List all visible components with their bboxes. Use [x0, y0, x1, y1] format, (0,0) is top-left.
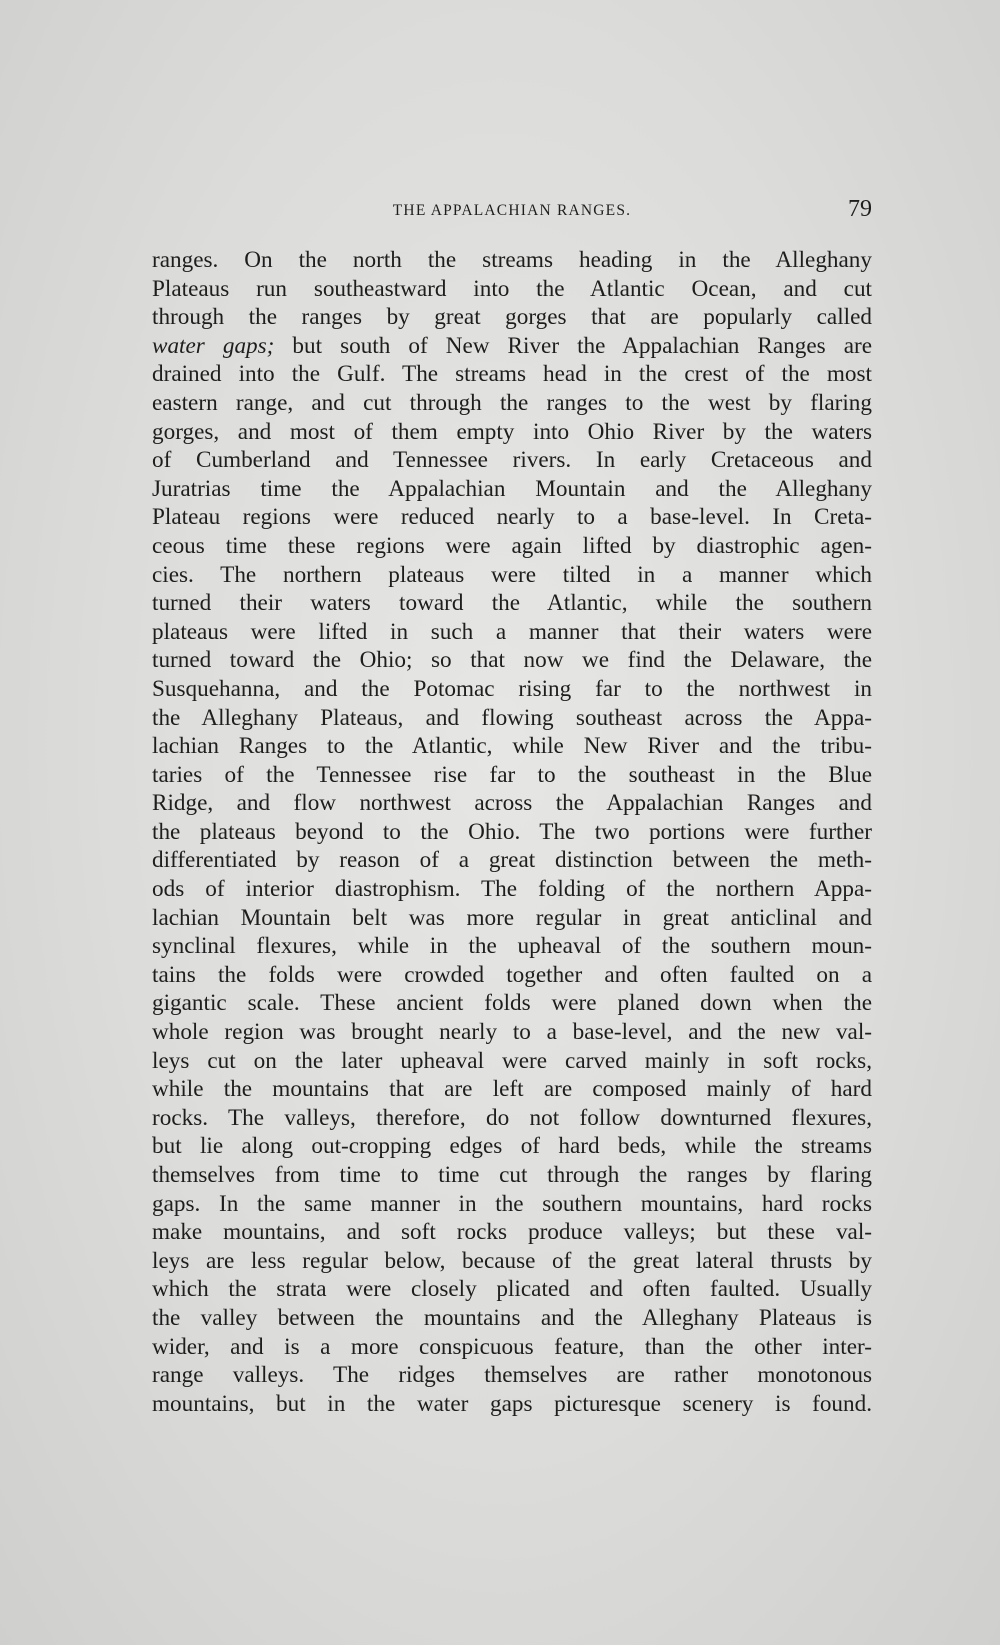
text-line: lachian Mountain belt was more regular in great anticlinal and: [152, 904, 872, 931]
text-line: ranges. On the north the streams heading in the Alleghany: [152, 247, 872, 273]
text-line: range valleys. The ridges themselves are rather monotonous: [152, 1362, 872, 1389]
text-line: ods of interior diastrophism. The folding of the northern Appa-: [152, 876, 872, 903]
body-text: [152, 246, 872, 1418]
text-line: gaps. In the same manner in the southern mountains, hard rocks: [152, 1190, 872, 1217]
text-line: drained into the Gulf. The streams head in the crest of the most: [152, 361, 872, 388]
text-line: the Alleghany Plateaus, and flowing southeast across the Appa-: [152, 704, 872, 731]
text-line: make mountains, and soft rocks produce valleys; but these val-: [152, 1219, 872, 1246]
text-line: Plateaus run southeastward into the Atlantic Ocean, and cut: [152, 275, 872, 302]
text-line: the plateaus beyond to the Ohio. The two portions were further: [152, 818, 872, 845]
text-line: whole region was brought nearly to a base-level, and the new val-: [152, 1019, 872, 1046]
page-number: 79: [848, 196, 872, 222]
text-line: leys cut on the later upheaval were carved mainly in soft rocks,: [152, 1047, 872, 1074]
text-line: taries of the Tennessee rise far to the southeast in the Blue: [152, 761, 872, 788]
text-line: through the ranges by great gorges that are popularly called: [152, 304, 872, 331]
text-line-last: mountains, but in the water gaps picturesque scenery is found.: [152, 1390, 872, 1417]
text-line: wider, and is a more conspicuous feature, than the other inter-: [152, 1333, 872, 1360]
text-line: themselves from time to time cut through the ranges by flaring: [152, 1162, 872, 1188]
text-line: of Cumberland and Tennessee rivers. In early Cretaceous and: [152, 447, 872, 474]
text-line: which the strata were closely plicated and often faulted. Usually: [152, 1276, 872, 1303]
text-line: but lie along out-cropping edges of hard beds, while the streams: [152, 1133, 872, 1160]
text-line: plateaus were lifted in such a manner that their waters were: [152, 618, 872, 645]
running-head: [152, 198, 872, 228]
text-line: gorges, and most of them empty into Ohio River by the waters: [152, 418, 872, 445]
text-line-with-italic: [152, 332, 872, 361]
text-line: lachian Ranges to the Atlantic, while New River and the tribu-: [152, 733, 872, 760]
text-line: Juratrias time the Appalachian Mountain and the Alleghany: [152, 475, 872, 502]
text-line: eastern range, and cut through the ranges to the west by flaring: [152, 389, 872, 416]
italic-term: water gaps;: [152, 332, 275, 359]
text-line: Plateau regions were reduced nearly to a base-level. In Creta-: [152, 504, 872, 531]
text-line: ceous time these regions were again lifted by diastrophic agen-: [152, 532, 872, 559]
text-line: tains the folds were crowded together and often faulted on a: [152, 961, 872, 988]
text-line: the valley between the mountains and the Alleghany Plateaus is: [152, 1304, 872, 1331]
text-line: synclinal flexures, while in the upheaval of the southern moun-: [152, 933, 872, 960]
running-title: THE APPALACHIAN RANGES.: [392, 202, 632, 219]
text-line: rocks. The valleys, therefore, do not follow downturned flexures,: [152, 1104, 872, 1131]
text-line: differentiated by reason of a great distinction between the meth-: [152, 847, 872, 874]
text-line: turned their waters toward the Atlantic, while the southern: [152, 590, 872, 617]
text-line: Ridge, and flow northwest across the Appalachian Ranges and: [152, 790, 872, 817]
text-line-rest: but south of New River the Appalachian Ranges are: [274, 332, 873, 359]
text-line: gigantic scale. These ancient folds were planed down when the: [152, 990, 872, 1017]
text-line: cies. The northern plateaus were tilted in a manner which: [152, 561, 872, 588]
text-line: turned toward the Ohio; so that now we find the Delaware, the: [152, 647, 872, 674]
text-line: while the mountains that are left are composed mainly of hard: [152, 1076, 872, 1103]
text-line: Susquehanna, and the Potomac rising far to the northwest in: [152, 675, 872, 702]
text-line: leys are less regular below, because of the great lateral thrusts by: [152, 1247, 872, 1274]
